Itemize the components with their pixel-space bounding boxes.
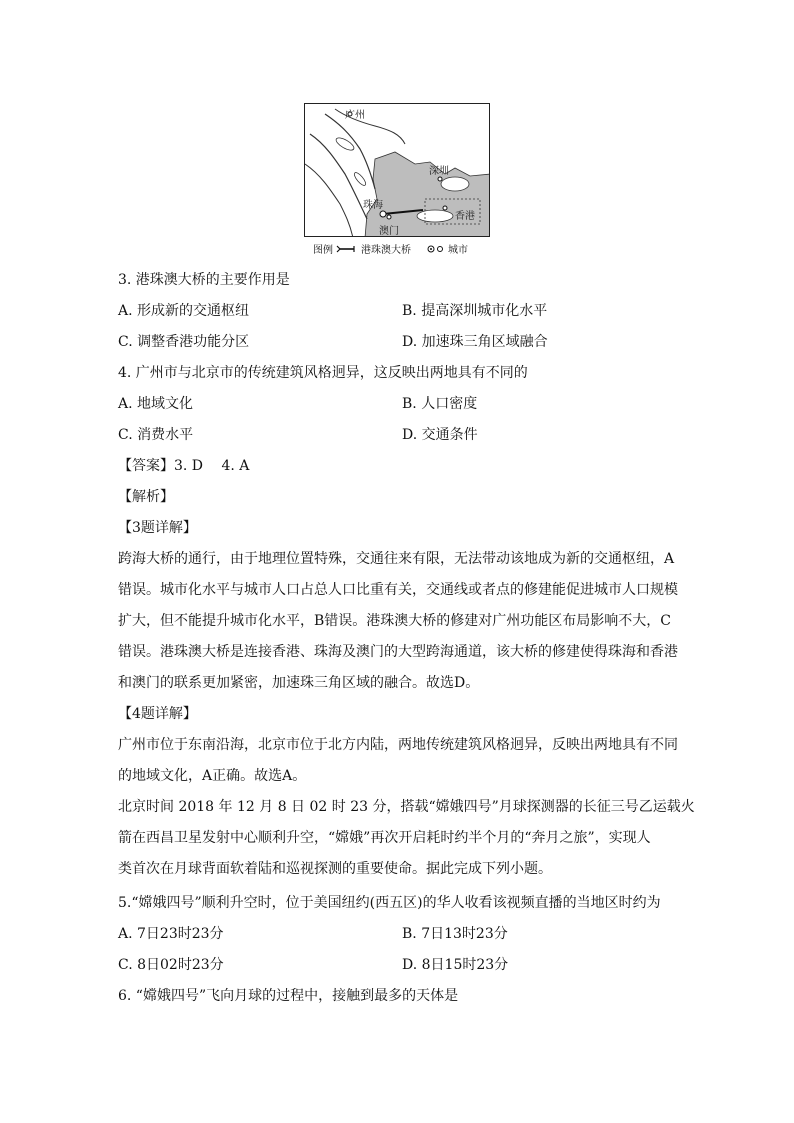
island-3 [441, 177, 469, 191]
q3-option-b: B. 提高深圳城市化水平 [402, 303, 548, 319]
q4-detail-line-1: 广州市位于东南沿海，北京市位于北方内陆，两地传统建筑风格迥异，反映出两地具有不同 [118, 737, 678, 753]
label-guangzhou: 广州 [345, 110, 365, 121]
river-1 [325, 114, 375, 189]
q4-detail-heading: 【4题详解】 [118, 706, 197, 722]
analysis-heading: 【解析】 [118, 489, 174, 505]
legend-title: 图例 [313, 245, 333, 256]
bridge-legend-icon [336, 245, 358, 253]
q6-stem: 6. “嫦娥四号”飞向月球的过程中，接触到最多的天体是 [118, 988, 459, 1004]
q3-detail-line-4: 错误。港珠澳大桥是连接香港、珠海及澳门的大型跨海通道，该大桥的修建使得珠海和香港 [118, 644, 678, 660]
q3-detail-line-3: 扩大，但不能提升城市化水平，B错误。港珠澳大桥的修建对广州功能区布局影响不大，C [118, 613, 671, 629]
pearl-river-delta-map [304, 103, 490, 237]
q5-option-d: D. 8日15时23分 [402, 957, 509, 973]
hk-city-marker [443, 206, 447, 210]
city-legend-icon [427, 245, 445, 253]
q4-option-d: D. 交通条件 [402, 427, 478, 443]
q3-detail-line-5: 和澳门的联系更加紧密，加速珠三角区域的融合。故选D。 [118, 675, 480, 691]
q4-stem: 4. 广州市与北京市的传统建筑风格迥异，这反映出两地具有不同的 [118, 365, 528, 381]
q4-option-a: A. 地域文化 [118, 396, 194, 412]
q5-option-a: A. 7日23时23分 [118, 926, 224, 942]
q3-detail-line-1: 跨海大桥的通行，由于地理位置特殊，交通往来有限，无法带动该地成为新的交通枢纽，A [118, 551, 675, 567]
q5-stem: 5.“嫦娥四号”顺利升空时，位于美国纽约(西五区)的华人收看该视频直播的当地区时约为 [118, 895, 661, 911]
q5-option-c: C. 8日02时23分 [118, 957, 224, 973]
q3-stem: 3. 港珠澳大桥的主要作用是 [118, 272, 290, 288]
macau-city-marker [387, 215, 391, 219]
answer-line: 【答案】3. D 4. A [118, 458, 250, 474]
q3-detail-line-2: 错误。城市化水平与城市人口占总人口比重有关，交通线或者点的修建能促进城市人口规模 [118, 582, 678, 598]
passage-line-3: 类首次在月球背面软着陆和巡视探测的重要使命。据此完成下列小题。 [118, 861, 552, 877]
q3-detail-heading: 【3题详解】 [118, 520, 197, 536]
q3-option-a: A. 形成新的交通枢纽 [118, 303, 250, 319]
island-4 [417, 210, 453, 222]
map-legend [313, 241, 468, 256]
passage-line-2: 箭在西昌卫星发射中心顺利升空，“嫦娥”再次开启耗时约半个月的“奔月之旅”，实现人 [118, 830, 651, 846]
label-macau: 澳门 [379, 226, 399, 237]
q4-detail-line-2: 的地域文化，A正确。故选A。 [118, 768, 307, 784]
label-hongkong: 香港 [455, 211, 475, 222]
legend-bridge-label: 港珠澳大桥 [361, 245, 411, 256]
q5-option-b: B. 7日13时23分 [402, 926, 508, 942]
q4-option-c: C. 消费水平 [118, 427, 194, 443]
q4-option-b: B. 人口密度 [402, 396, 478, 412]
sz-city-marker [438, 177, 442, 181]
zhuhai-city-marker [380, 211, 386, 217]
q3-option-d: D. 加速珠三角区域融合 [402, 334, 548, 350]
label-zhuhai: 珠海 [363, 200, 383, 211]
passage-line-1: 北京时间 2018 年 12 月 8 日 02 时 23 分，搭载“嫦娥四号”月球探测器的长征三号乙运载火 [118, 799, 695, 815]
island-2 [353, 171, 368, 187]
label-shenzhen: 深圳 [429, 166, 449, 177]
legend-city-label: 城市 [448, 245, 468, 256]
q3-option-c: C. 调整香港功能分区 [118, 334, 250, 350]
